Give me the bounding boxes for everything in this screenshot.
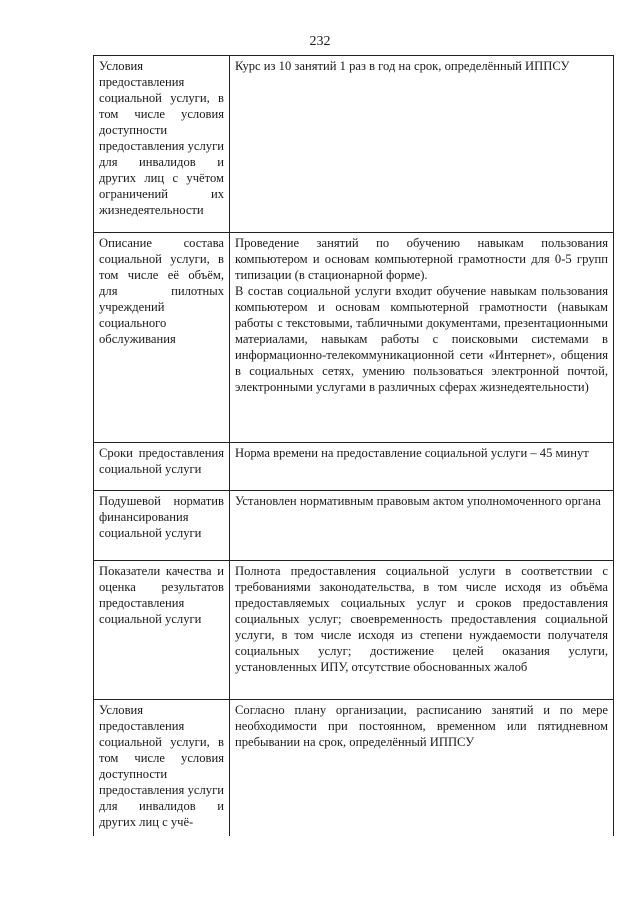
table-row bbox=[94, 443, 614, 491]
row-value-paragraph: Установлен нормативным правовым актом уполномоченного органа bbox=[235, 494, 601, 508]
row-value bbox=[230, 491, 614, 561]
table-row bbox=[94, 56, 614, 233]
row-value bbox=[230, 56, 614, 233]
row-value-paragraph: Полнота предоставления социальной услуги в соответствии с требованиями законодательства, в том числе исходя из объёма предоставляемых социальных услуг и сроков предоставления социальных услуг; своевременность предоставления социальной услуги, в том числе исходя из степени нуждаемости получателя социальных услуг; достижение целей оказания услуги, установленных ИПУ, отсутствие обоснованных жалоб bbox=[235, 564, 608, 674]
row-label: Подушевой норматив финансирования социальной услуги bbox=[94, 491, 230, 561]
row-value bbox=[230, 443, 614, 491]
row-label: Условия предоставления социальной услуги, в том числе условия доступности предоставления услуги для инвалидов и других лиц с учё- bbox=[94, 700, 230, 836]
row-value bbox=[230, 233, 614, 443]
row-label: Сроки предоставления социальной услуги bbox=[94, 443, 230, 491]
table-row bbox=[94, 561, 614, 700]
table-row bbox=[94, 233, 614, 443]
row-value bbox=[230, 700, 614, 836]
service-table bbox=[93, 55, 614, 836]
table-row bbox=[94, 491, 614, 561]
row-label: Показатели качества и оценка результатов предоставления социальной услуги bbox=[94, 561, 230, 700]
row-value-paragraph: Проведение занятий по обучению навыкам пользования компьютером и основам компьютерной грамотности для 0-5 групп типизации (в стационарной форме). bbox=[235, 236, 608, 282]
row-value-paragraph: Норма времени на предоставление социальной услуги – 45 минут bbox=[235, 446, 589, 460]
page-number: 232 bbox=[309, 34, 331, 49]
table-row bbox=[94, 700, 614, 836]
row-value bbox=[230, 561, 614, 700]
row-value-paragraph: В состав социальной услуги входит обучение навыкам пользования компьютером и основам компьютерной грамотности (навыкам работы с текстовыми, табличными документами, презентационными материалами, навыкам работы с поисковыми системами в информационно-телекоммуникационной сети «Интернет», общения в социальных сетях, умению пользоваться электронной почтой, электронными услугами в различных сферах жизнедеятельности) bbox=[235, 284, 608, 394]
row-value-paragraph: Согласно плану организации, расписанию занятий и по мере необходимости при постоянном, временном или пятидневном пребывании на срок, определённый ИППСУ bbox=[235, 703, 608, 749]
row-label: Описание состава социальной услуги, в том числе её объём, для пилотных учреждений социального обслуживания bbox=[94, 233, 230, 443]
row-value-paragraph: Курс из 10 занятий 1 раз в год на срок, определённый ИППСУ bbox=[235, 59, 570, 73]
row-label: Условия предоставления социальной услуги, в том числе условия доступности предоставления услуги для инвалидов и других лиц с учётом ограничений их жизнедеятельности bbox=[94, 56, 230, 233]
